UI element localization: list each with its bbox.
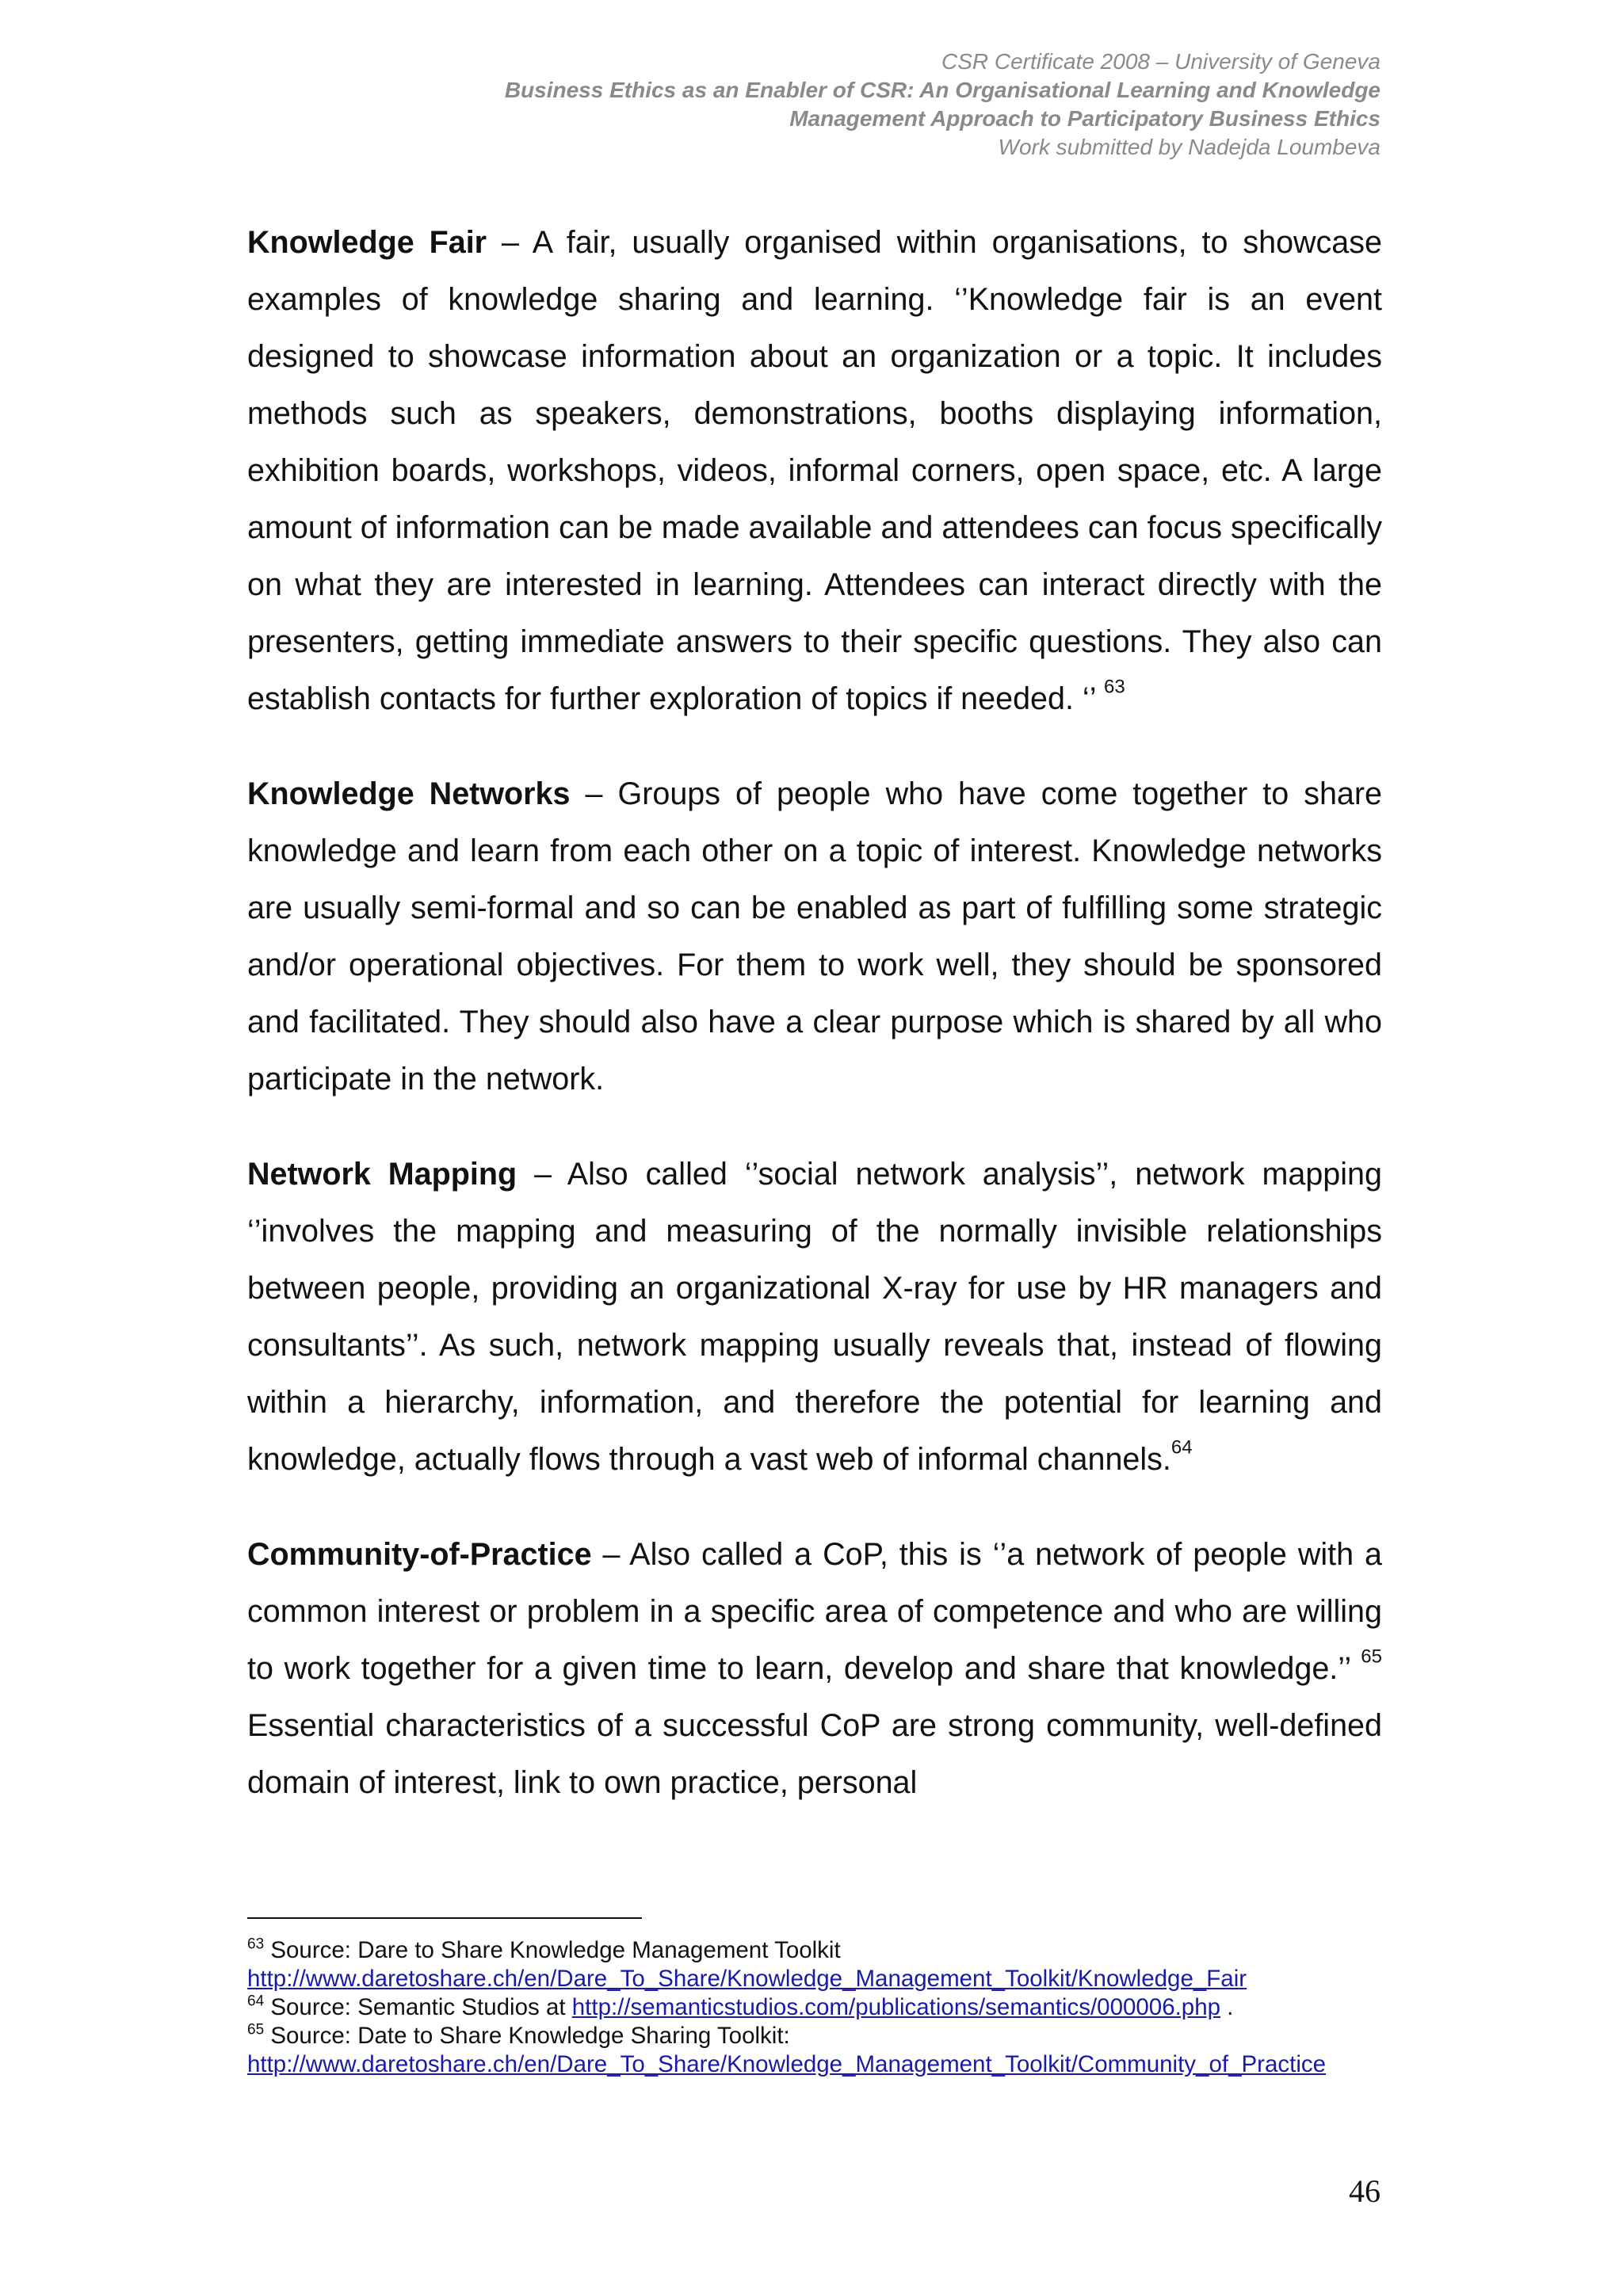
header-author-line: Work submitted by Nadejda Loumbeva — [998, 135, 1381, 159]
glossary-entry-knowledge-networks — [247, 765, 1382, 1108]
footnote-64 — [247, 1993, 1382, 2022]
glossary-term: Knowledge Fair — [247, 225, 487, 260]
footnote-separator — [247, 1917, 642, 1919]
footnote-reference[interactable]: 65 — [1361, 1646, 1382, 1668]
footnote-number: 64 — [247, 1993, 265, 2010]
footnote-text: Source: Semantic Studios at — [264, 1994, 572, 2020]
footnote-number: 65 — [247, 2021, 265, 2039]
running-header — [246, 48, 1381, 162]
glossary-definition: – A fair, usually organised within organisations, to showcase examples of knowledge sharing and learning. ‘’Knowledge fair is an event designed to showcase information about an organization or a topic. It includes methods such as speakers, demonstrations, booths displaying information, exhibition boards, workshops, videos, informal corners, open space, etc. A large amount of information can be made available and attendees can focus specifically on what they are interested in learning. Attendees can interact directly with the presenters, getting immediate answers to their specific questions. They also can establish contacts for further exploration of topics if needed. ‘’ — [247, 225, 1382, 716]
footnote-link[interactable]: http://www.daretoshare.ch/en/Dare_To_Share/Knowledge_Management_Toolkit/Community_of_Practice — [247, 2051, 1327, 2077]
header-title-line-2: Management Approach to Participatory Business Ethics — [789, 106, 1381, 131]
footnote-65-link-line — [247, 2050, 1382, 2079]
glossary-entry-knowledge-fair — [247, 214, 1382, 727]
footnote-trailing: . — [1220, 1994, 1234, 2020]
footnote-text: Source: Date to Share Knowledge Sharing Toolkit: — [264, 2023, 790, 2049]
page-number: 46 — [1349, 2173, 1381, 2209]
footnote-link[interactable]: http://www.daretoshare.ch/en/Dare_To_Share/Knowledge_Management_Toolkit/Knowledge_Fair — [247, 1966, 1247, 1992]
footnote-link[interactable]: http://semanticstudios.com/publications/semantics/000006.php — [571, 1994, 1221, 2020]
footnotes — [247, 1936, 1382, 2079]
glossary-definition: – Also called a CoP, this is ‘’a network of people with a common interest or problem in a specific area of competence and who are willing to work together for a given time to learn, develop and share that knowledge.’’ — [247, 1537, 1382, 1686]
footnote-63-link-line — [247, 1965, 1382, 1993]
glossary-term: Knowledge Networks — [247, 776, 571, 811]
glossary-term: Community-of-Practice — [247, 1537, 592, 1572]
glossary-entry-community-of-practice — [247, 1526, 1382, 1811]
footnote-63 — [247, 1936, 1382, 1965]
header-course-line: CSR Certificate 2008 – University of Geneva — [941, 49, 1381, 74]
header-title-line-1: Business Ethics as an Enabler of CSR: An Organisational Learning and Knowledge — [504, 78, 1381, 102]
glossary-body — [247, 214, 1382, 1849]
glossary-entry-network-mapping — [247, 1146, 1382, 1488]
footnote-text: Source: Dare to Share Knowledge Management Toolkit — [264, 1937, 841, 1963]
glossary-definition-continued: Essential characteristics of a successful CoP are strong community, well-defined domain of interest, link to own practice, personal — [247, 1708, 1382, 1800]
footnote-reference[interactable]: 63 — [1104, 676, 1125, 698]
footnote-number: 63 — [247, 1936, 265, 1953]
glossary-definition: – Also called ‘’social network analysis’’, network mapping ‘’involves the mapping and measuring of the normally invisible relationships between people, providing an organizational X-ray for use by HR managers and consultants’’. As such, network mapping usually reveals that, instead of flowing within a hierarchy, information, and therefore the potential for learning and knowledge, actually flows through a vast web of informal channels. — [247, 1157, 1382, 1477]
glossary-definition: – Groups of people who have come together to share knowledge and learn from each other on a topic of interest. Knowledge networks are usually semi-formal and so can be enabled as part of fulfilling some strategic and/or operational objectives. For them to work well, they should be sponsored and facilitated. They should also have a clear purpose which is shared by all who participate in the network. — [247, 776, 1382, 1097]
glossary-term: Network Mapping — [247, 1157, 517, 1192]
footnote-65 — [247, 2022, 1382, 2050]
footnote-reference[interactable]: 64 — [1170, 1436, 1193, 1459]
